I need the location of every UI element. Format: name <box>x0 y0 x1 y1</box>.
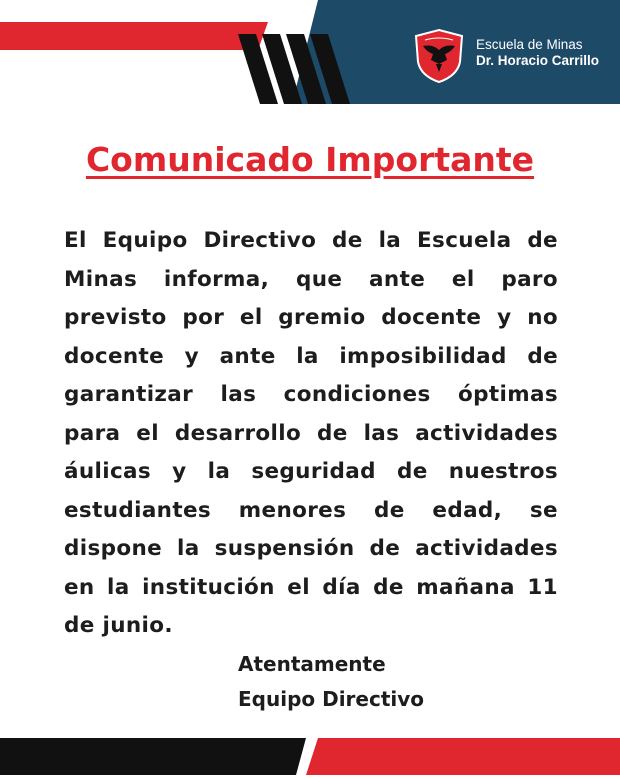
school-name-line2: Dr. Horacio Carrillo <box>476 53 600 68</box>
signature-block <box>238 647 424 717</box>
school-name-line1: Escuela de Minas <box>476 37 583 52</box>
footer-stripes <box>0 738 620 775</box>
announcement-body: El Equipo Directivo de la Escuela de Minas informa, que ante el paro previsto por el gremio docente y no docente y ante la imposibilidad de garantizar las condiciones óptimas para el desarrollo de las actividades áulicas y la seguridad de nuestros estudiantes menores de edad, se dispone la suspensión de actividades en la institución el día de mañana 11 de junio. <box>64 228 558 638</box>
header-banner <box>0 0 620 104</box>
signer-text: Equipo Directivo <box>238 687 425 711</box>
footer-banner <box>0 738 620 775</box>
eagle-crest-icon <box>413 28 465 84</box>
school-name <box>476 37 599 69</box>
closing-text: Atentamente <box>238 652 386 676</box>
page-title: Comunicado Importante <box>85 140 535 179</box>
